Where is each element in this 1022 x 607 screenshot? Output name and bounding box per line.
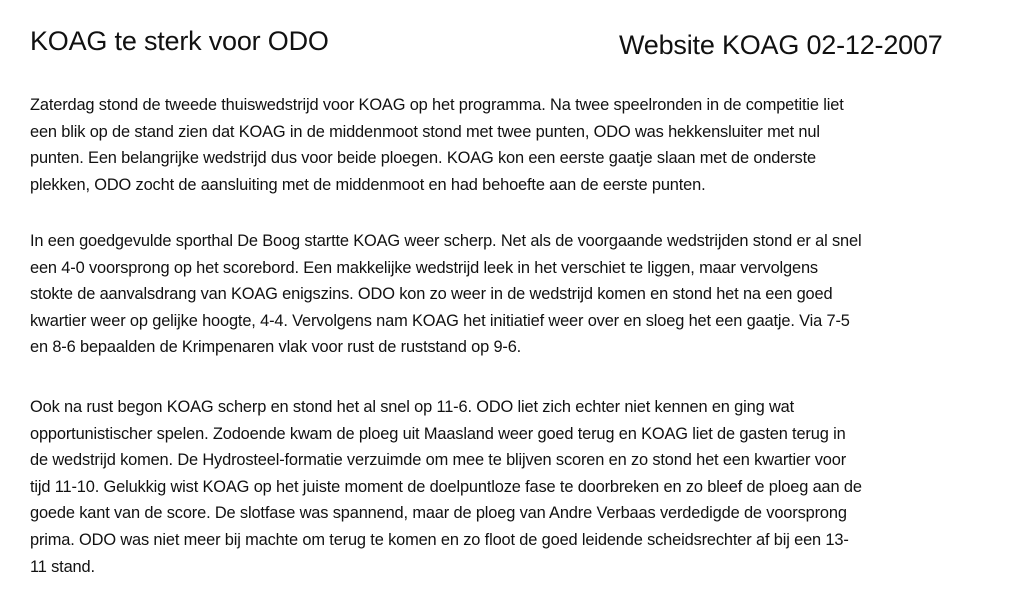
article-source-date: Website KOAG 02-12-2007 xyxy=(619,30,943,60)
text-line: Zaterdag stond de tweede thuiswedstrijd voor KOAG op het programma. Na twee speelronden in de competitie liet xyxy=(30,96,844,114)
text-line: Ook na rust begon KOAG scherp en stond het al snel op 11-6. ODO liet zich echter niet kennen en ging wat xyxy=(30,398,795,416)
text-line: punten. Een belangrijke wedstrijd dus voor beide ploegen. KOAG kon een eerste gaatje slaan met de onderste xyxy=(30,149,816,168)
text-line: een 4-0 voorsprong op het scorebord. Een makkelijke wedstrijd leek in het verschiet te liggen, maar vervolgens xyxy=(30,258,818,277)
text-line: stokte de aanvalsdrang van KOAG enigszins. ODO kon zo weer in de wedstrijd komen en stond het na een goed xyxy=(30,285,833,304)
text-line: opportunistischer spelen. Zodoende kwam de ploeg uit Maasland weer goed terug en KOAG liet de gasten terug in xyxy=(30,424,846,443)
text-line: plekken, ODO zocht de aansluiting met de middenmoot en had behoefte aan de eerste punten. xyxy=(30,175,706,194)
text-line: de wedstrijd komen. De Hydrosteel-formatie verzuimde om mee te blijven scoren en zo stond het een kwartier voor xyxy=(30,451,847,470)
paragraph-2 xyxy=(30,228,990,361)
text-line: kwartier weer op gelijke hoogte, 4-4. Vervolgens nam KOAG het initiatief weer over en sloeg het een gaatje. Via 7-5 xyxy=(30,311,850,330)
text-line: een blik op de stand zien dat KOAG in de middenmoot stond met twee punten, ODO was hekkensluiter met nul xyxy=(30,122,820,141)
text-line: goede kant van de score. De slotfase was spannend, maar de ploeg van Andre Verbaas verdedigde de voorsprong xyxy=(30,504,847,523)
article-title: KOAG te sterk voor ODO xyxy=(30,26,329,56)
text-line: 11 stand. xyxy=(30,557,95,576)
text-line: prima. ODO was niet meer bij machte om terug te komen en zo floot de goed leidende scheidsrechter af bij een 13- xyxy=(30,530,849,549)
paragraph-3 xyxy=(30,394,990,580)
text-line: tijd 11-10. Gelukkig wist KOAG op het juiste moment de doelpuntloze fase te doorbreken en zo bleef de ploeg aan de xyxy=(30,477,862,496)
text-line: en 8-6 bepaalden de Krimpenaren vlak voor rust de ruststand op 9-6. xyxy=(30,338,522,357)
text-line: In een goedgevulde sporthal De Boog startte KOAG weer scherp. Net als de voorgaande wedstrijden stond er al snel xyxy=(30,232,862,250)
paragraph-1 xyxy=(30,92,990,198)
